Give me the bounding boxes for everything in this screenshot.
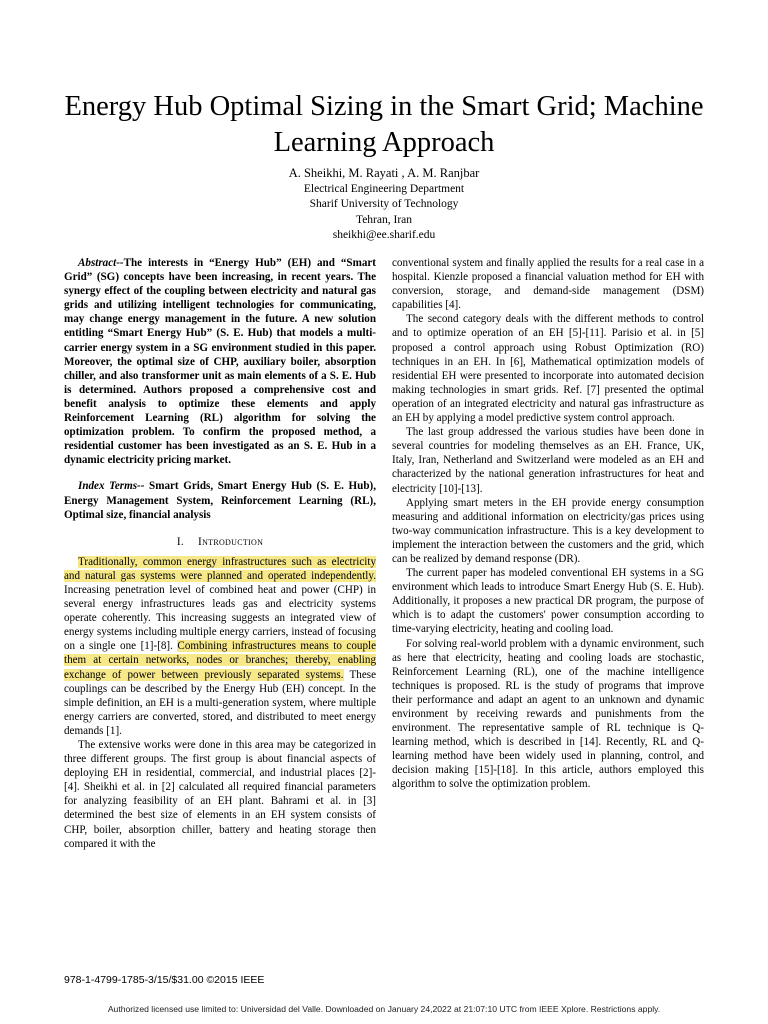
intro-paragraph-1	[64, 555, 376, 738]
highlight-1: Traditionally, common energy infrastructures such as electricity and natural gas systems were planned and operated independently.	[64, 555, 376, 582]
intro-paragraph-6: Applying smart meters in the EH provide energy consumption measuring and additional information on electricity/gas prices using two-way communication infrastructure. This is a key development to implement the interaction between the customers and the grid, which can be realized by demand response (DR).	[392, 496, 704, 565]
intro-paragraph-5: The last group addressed the various studies have been done in several countries for modeling themselves as an EH. France, UK, Italy, Iran, Netherland and Switzerland were modeled as an EH and characterized by the national generation infrastructures for heat and electricity [10]-[13].	[392, 426, 704, 495]
abstract-text: The interests in “Energy Hub” (EH) and “Smart Grid” (SG) concepts have been increasing, in recent years. The synergy effect of the coupling between electricity and natural gas grids and utilizing intelligent technologies for communicating, may change energy management in the future. A new solution entitling “Smart Energy Hub” (S. E. Hub) that models a multi-carrier energy system in a SG environment studied in this paper. Moreover, the optimal size of CHP, auxiliary boiler, absorption chiller, and also transformer unit as main elements of a S. E. Hub is determined. Authors proposed a comprehensive cost and benefit analysis to optimize these elements and apply Reinforcement Learning (RL) algorithm for solving the optimization problem. To confirm the proposed method, a residential customer has been investigated as an S. E. Hub in a dynamic electricity pricing market.	[64, 257, 376, 467]
highlight-2: Combining infrastructures means to couple them at certain networks, nodes or branches; thereby, enabling exchange of power between previously separated systems.	[64, 640, 376, 681]
index-terms-lead: Index Terms--	[78, 480, 145, 493]
affiliation-email: sheikhi@ee.sharif.edu	[332, 228, 436, 241]
intro-paragraph-4: The second category deals with the different methods to control and to optimize operation of an EH [5]-[11]. Parisio et al. in [5] proposed a control approach using Robust Optimization (RO) techniques in an EH. In [6], Mathematical optimization models of residential EH were presented to incorporate into automated decision making technologies in smart grids. Ref. [7] presented the optimal operation of an integrated electricity and natural gas infrastructure as an EH by applying a model predictive system control approach.	[392, 313, 704, 425]
affiliation-block	[0, 182, 768, 243]
intro-paragraph-7: The current paper has modeled conventional EH systems in a SG environment which leads to introduce Smart Energy Hub (S. E. Hub). Additionally, it proposes a new practical DR program, the purpose of which is to adapt the customers' power consumption according to time-varying electricity, heating and cooling load.	[392, 567, 704, 636]
index-terms	[64, 479, 376, 521]
left-column	[64, 256, 376, 851]
affiliation-department: Electrical Engineering Department	[303, 183, 465, 195]
right-column	[392, 256, 704, 792]
intro-paragraph-8: For solving real-world problem with a dynamic environment, such as here that electricity, heating and cooling loads are stochastic, Reinforcement Learning (RL), one of the machine intelligence techniques is proposed. RL is the study of programs that improve their performance and adapt an agent to an unknown and dynamic environment by receiving rewards and punishments from the environment. The representative sample of RL technique is Q-learning method, which is described in [14]. Recently, RL and Q-learning method have been widely used in planning, control, and decision making [15]-[18]. In this article, authors employed this algorithm to solve the optimization problem.	[392, 637, 704, 791]
footer-license-notice: Authorized licensed use limited to: Universidad del Valle. Downloaded on January 24,2022 at 21:07:10 UTC from IEEE Xplore. Restrictions apply.	[107, 1004, 661, 1014]
intro-paragraph-2: The extensive works were done in this area may be categorized in three different groups. The first group is about financial aspects of deploying EH in residential, commercial, and industrial places [2]-[4]. Sheikhi et al. in [2] calculated all required financial parameters for analyzing feasibility of an EH plant. Bahrami et al. in [3] determined the best size of elements in an EH system consists of CHP, boiler, absorption chiller, battery and heating storage then compared it with the	[64, 739, 376, 850]
affiliation-location: Tehran, Iran	[355, 213, 413, 226]
index-terms-text: Smart Grids, Smart Energy Hub (S. E. Hub), Energy Management System, Reinforcement Learning (RL), Optimal size, financial analysis	[64, 480, 376, 521]
intro-p1-middle: Increasing penetration level of combined heat and power (CHP) in several energy infrastructures leads gas and electricity systems operate coherently. This increasing suggests an integrated view of energy systems including multiple energy carriers, instead of focusing on a single one [1]-[8].	[64, 583, 376, 653]
section-heading-introduction	[64, 535, 376, 549]
paper-title: Energy Hub Optimal Sizing in the Smart Grid; Machine Learning Approach	[64, 91, 704, 159]
section-number: I.	[176, 535, 185, 548]
affiliation-university: Sharif University of Technology	[309, 198, 459, 211]
intro-paragraph-3: conventional system and finally applied the results for a real case in a hospital. Kienzle proposed a financial valuation method for EH with conversion, storage, and demand-side management (DSM) capabilities [4].	[392, 257, 704, 312]
section-title: Introduction	[198, 535, 264, 548]
intro-p1-end: These couplings can be described by the Energy Hub (EH) concept. In the simple definition, an EH is a multi-generation system, where multiple energy carriers are converted, stored, and distributed to meet energy demands [1].	[64, 668, 377, 737]
abstract-lead: Abstract--	[78, 257, 124, 269]
footer-isbn: 978-1-4799-1785-3/15/$31.00 ©2015 IEEE	[64, 974, 265, 986]
abstract	[64, 256, 376, 467]
author-list: A. Sheikhi, M. Rayati , A. M. Ranjbar	[288, 166, 480, 180]
